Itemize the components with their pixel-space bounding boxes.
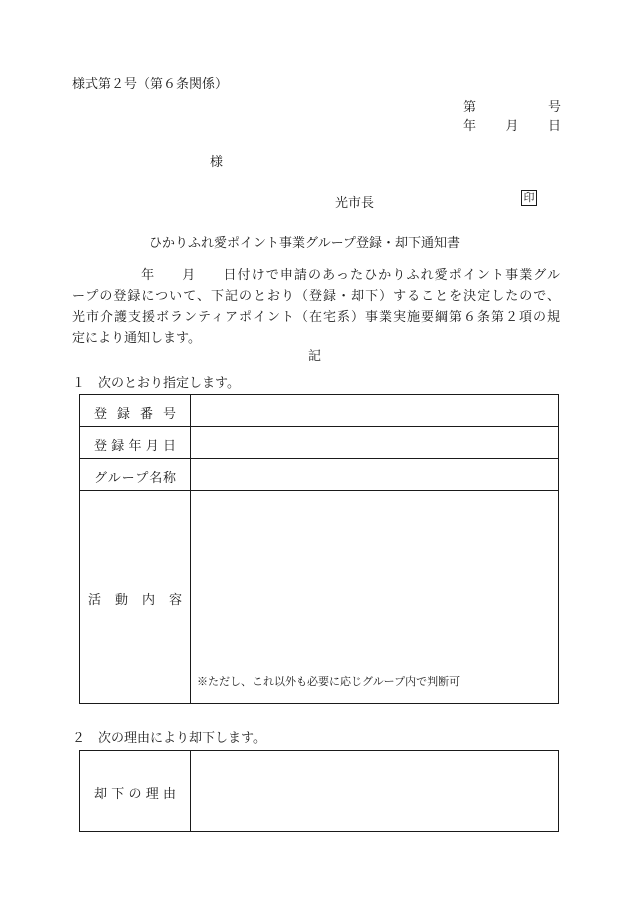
- body-line-1: 年 月 日付けで申請のあったひかりふれ愛ポイント事業グル: [140, 268, 560, 283]
- label-activity-content: 活 動 内 容: [80, 491, 191, 704]
- date-day: 日: [547, 119, 561, 134]
- doc-number-prefix: 第: [463, 100, 477, 115]
- rejection-table: [79, 750, 559, 832]
- issuer-name: 光市長: [335, 196, 375, 211]
- seal-mark: 印: [521, 190, 537, 206]
- registration-table: [79, 394, 559, 704]
- section1-heading: １ 次のとおり指定します。: [72, 376, 240, 391]
- body-line-2: ープの登録について、下記のとおり（登録・却下）することを決定したので、: [72, 289, 560, 304]
- label-registration-date: 登 録 年 月 日: [80, 427, 191, 459]
- date-month: 月: [505, 119, 519, 134]
- doc-number-suffix: 号: [547, 100, 561, 115]
- table-row: [80, 491, 559, 704]
- body-line-3: 光市介護支援ボランティアポイント（在宅系）事業実施要綱第６条第２項の規: [72, 310, 560, 325]
- table-row: [80, 459, 559, 491]
- issue-date: [463, 115, 561, 134]
- body-line-4: 定により通知します。: [72, 331, 201, 346]
- document-title: ひかりふれ愛ポイント事業グループ登録・却下通知書: [149, 236, 460, 251]
- addressee-suffix: 様: [210, 155, 224, 170]
- body-paragraph: [72, 265, 560, 349]
- date-year: 年: [463, 119, 477, 134]
- label-registration-number: 登 録 番 号: [80, 395, 191, 427]
- activity-content-value[interactable]: [191, 491, 559, 704]
- group-name-value[interactable]: [191, 459, 559, 491]
- table-row: [80, 751, 559, 832]
- section2-heading: ２ 次の理由により却下します。: [72, 731, 266, 746]
- ki-marker: 記: [308, 349, 322, 364]
- document-number: [463, 96, 561, 115]
- registration-date-value[interactable]: [191, 427, 559, 459]
- registration-number-value[interactable]: [191, 395, 559, 427]
- rejection-reason-value[interactable]: [191, 751, 559, 832]
- table-row: [80, 427, 559, 459]
- table-row: [80, 395, 559, 427]
- activity-note: ※ただし、これ以外も必要に応じグループ内で判断可: [197, 675, 461, 688]
- form-id: 様式第２号（第６条関係）: [72, 77, 229, 92]
- label-rejection-reason: 却 下 の 理 由: [80, 751, 191, 832]
- label-group-name: グ ル ー プ 名 称: [80, 459, 191, 491]
